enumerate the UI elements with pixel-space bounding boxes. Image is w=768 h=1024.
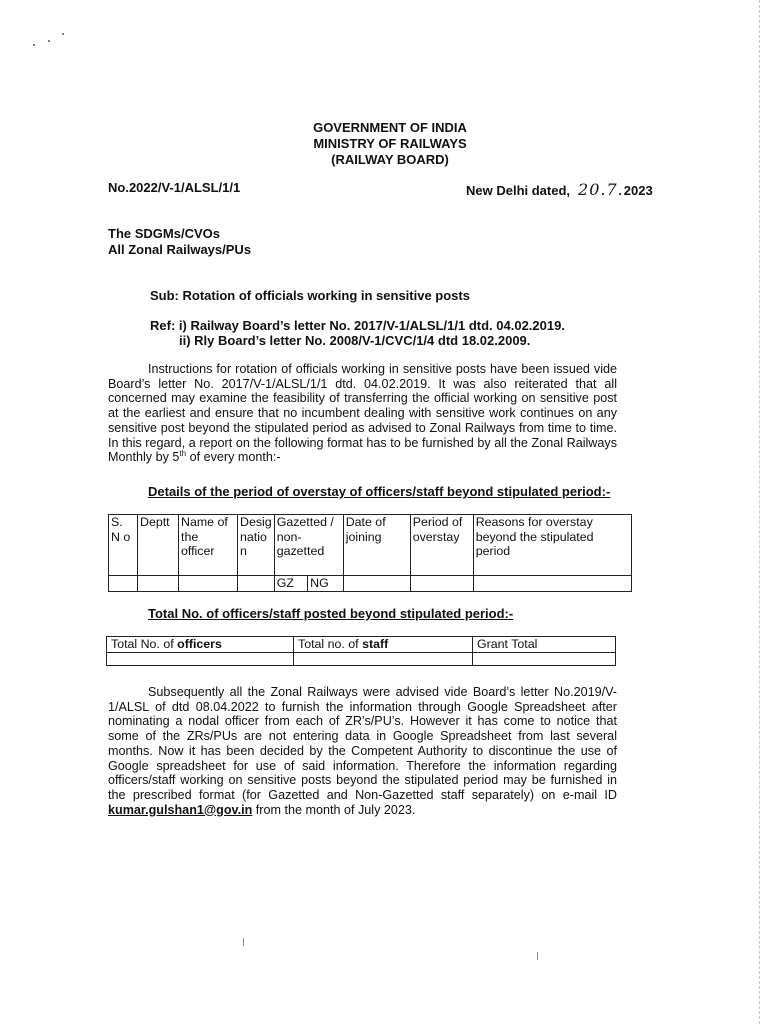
letterhead-line-1: GOVERNMENT OF INDIA [313,120,467,135]
handwritten-date: 20.7. [578,180,624,199]
references [150,318,565,348]
letterhead-line-3: (RAILWAY BOARD) [331,152,449,167]
header-name: Name of the officer [179,515,238,576]
addressee-line-1: The SDGMs/CVOs [108,226,220,241]
addressee [108,226,251,258]
scan-speck [62,33,64,35]
header-deptt: Deptt [138,515,179,576]
letter-date [466,180,653,199]
table-row [109,576,632,592]
subheader-ng: NG [310,576,329,590]
totals-table-title: Total No. of officers/staff posted beyond stipulated period:- [148,606,514,621]
header-total-staff: Total no. of staff [294,637,473,653]
reference-1: Ref: i) Railway Board’s letter No. 2017/V-1/ALSL/1/1 dtd. 04.02.2019. [150,318,565,333]
addressee-line-2: All Zonal Railways/PUs [108,242,252,257]
paragraph-1-text: Instructions for rotation of officials working in sensitive posts have been issued vide Board’s letter No. 2017/V-1/ALSL/1/1 dtd. 04.02.2019. It was also reiterated that all concerned may examine the feasibility of transferring the official working on sensitive post at the earliest and ensure that no incumbent dealing with sensitive work continues on any sensitive post beyond the stipulated period as advised to Zonal Railways from time to time. In this regard, a report on the following format has to be furnished by all the Zonal Railways Monthly by 5 [108,362,617,465]
paragraph-2-text: Subsequently all the Zonal Railways were advised vide Board’s letter No.2019/V-1/ALSL of dtd 08.04.2022 to furnish the information through Google Spreadsheet after nominating a nodal officer from each of ZR’s/PU’s. However it has come to notice that some of the ZRs/PUs are not entering data in Google Spreadsheet from last several months. Now it has been decided by the Competent Authority to discontinue the use of Google spreadsheet for use of said information. Therefore the information regarding officers/staff working on sensitive posts beyond the stipulated period may be furnished in the prescribed format (for Gazetted and Non-Gazetted staff separately) on e-mail ID [108,685,617,802]
table-header-row [107,637,616,653]
header-date-of-joining: Date of joining [343,515,410,576]
totals-table [106,636,616,666]
table-row [107,653,616,666]
ordinal-superscript: th [179,449,187,459]
reference-2: ii) Rly Board’s letter No. 2008/V-1/CVC/1/4 dtd 18.02.2009. [179,333,531,348]
scan-speck [33,44,35,46]
scan-speck [48,40,50,42]
subject-line: Sub: Rotation of officials working in sensitive posts [150,288,470,303]
date-year: 2023 [623,183,653,198]
paragraph-1 [108,362,617,465]
header-grant-total: Grant Total [473,637,616,653]
paragraph-2-tail: from the month of July 2023. [252,802,416,817]
paragraph-1-tail: of every month:- [186,450,281,465]
overstay-table-title: Details of the period of overstay of officers/staff beyond stipulated period:- [148,484,611,499]
header-reasons: Reasons for overstay beyond the stipulated period [473,515,631,576]
header-gazetted: Gazetted / non-gazetted [274,515,343,576]
header-designation: Desig natio n [238,515,275,576]
letterhead [0,120,768,168]
date-label: New Delhi dated, [466,183,571,198]
header-total-officers: Total No. of officers [107,637,294,653]
overstay-details-table [108,514,632,592]
scan-mark [537,952,538,960]
header-sno: S. N o [109,515,138,576]
gazetted-split-cell [274,576,343,592]
letter-number: No.2022/V-1/ALSL/1/1 [108,180,241,195]
email-link[interactable]: kumar.gulshan1@gov.in [108,802,253,817]
table-header-row [109,515,632,576]
subheader-gz: GZ [275,576,308,591]
paragraph-2 [108,685,617,817]
scan-mark [243,938,244,946]
header-period-of-overstay: Period of overstay [410,515,473,576]
letterhead-line-2: MINISTRY OF RAILWAYS [313,136,467,151]
